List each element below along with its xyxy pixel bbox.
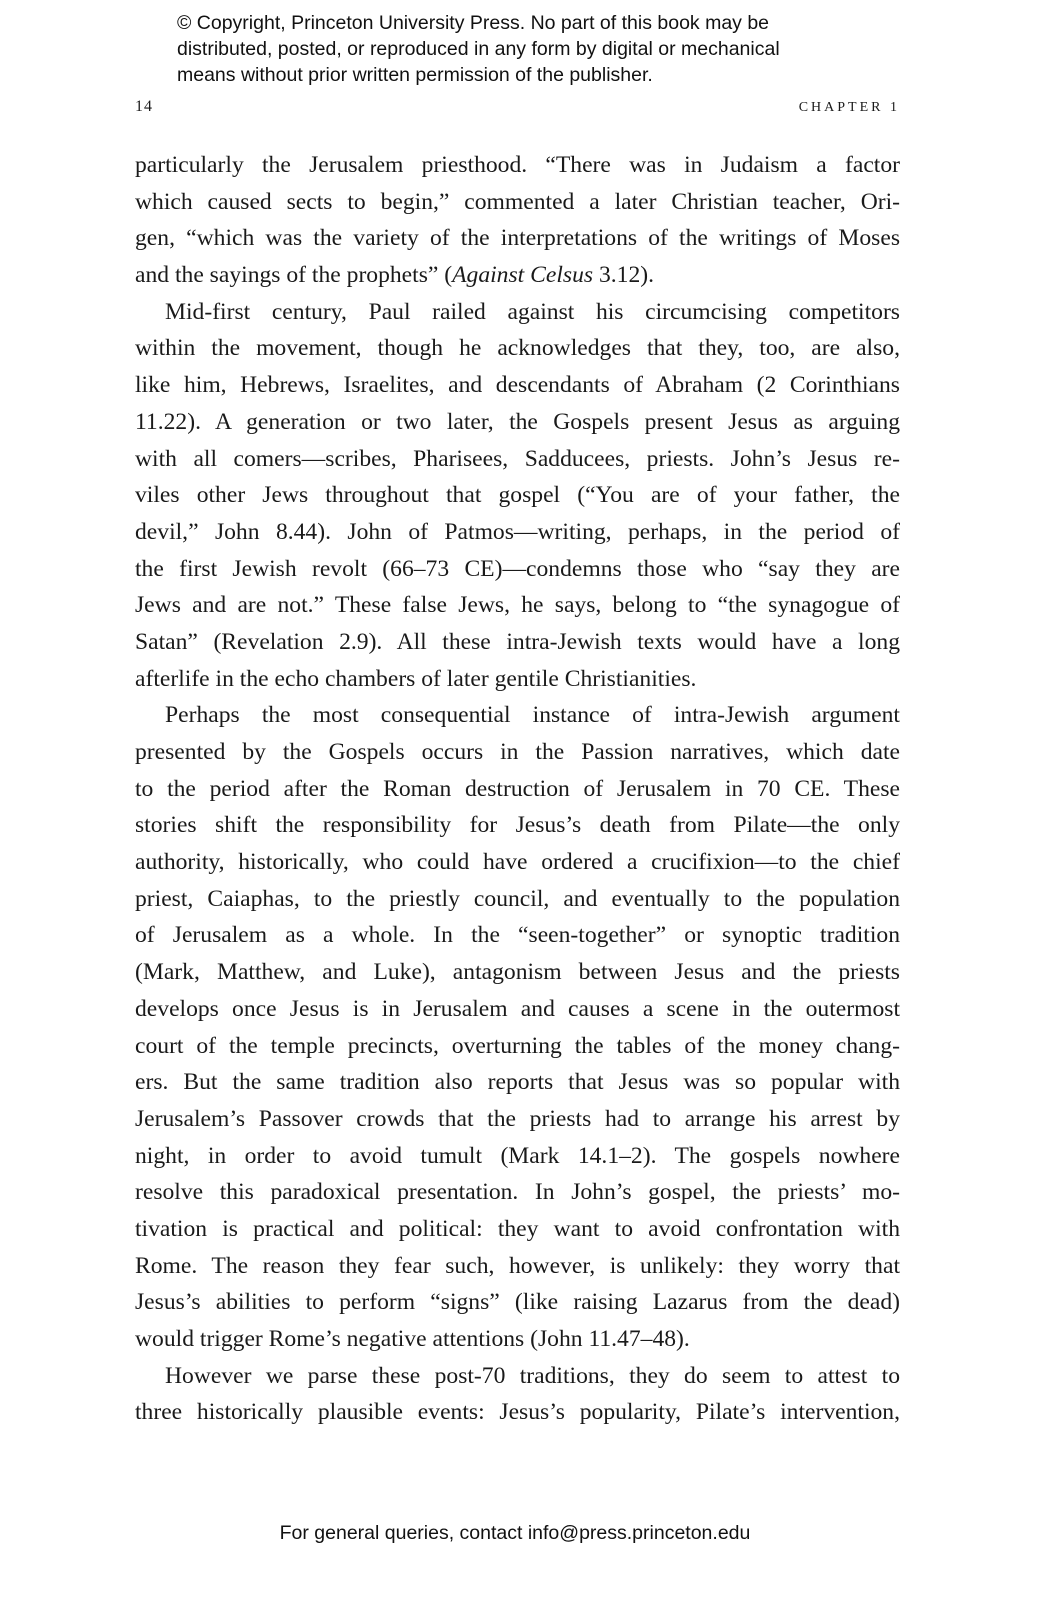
text-line: Jesus’s abilities to perform “signs” (like raising Lazarus from the dead) xyxy=(135,1289,900,1316)
text-line: Jews and are not.” These false Jews, he says, belong to “the synagogue of xyxy=(135,592,900,619)
text-line: Mid-first century, Paul railed against his circumcising competitors xyxy=(165,298,900,325)
text-segment: and the sayings of the prophets” ( xyxy=(135,262,453,289)
footer-contact: For general queries, contact info@press.princeton.edu xyxy=(279,1522,751,1544)
chapter-label: CHAPTER 1 xyxy=(798,100,900,115)
text-line: the first Jewish revolt (66–73 CE)—condemns those who “say they are xyxy=(135,555,900,582)
text-line: Satan” (Revelation 2.9). All these intra-Jewish texts would have a long xyxy=(135,628,900,655)
copyright-line: distributed, posted, or reproduced in any form by digital or mechanical xyxy=(177,38,780,60)
text-line: authority, historically, who could have ordered a crucifixion—to the chief xyxy=(135,849,900,876)
text-line: of Jerusalem as a whole. In the “seen-together” or synoptic tradition xyxy=(135,922,900,949)
text-line xyxy=(135,257,900,294)
text-line: priest, Caiaphas, to the priestly council, and eventually to the population xyxy=(135,885,900,912)
text-line: particularly the Jerusalem priesthood. “There was in Judaism a factor xyxy=(135,152,900,178)
text-line: Jerusalem’s Passover crowds that the priests had to arrange his arrest by xyxy=(135,1105,900,1132)
italic-title: Against Celsus xyxy=(452,262,594,289)
paragraph xyxy=(135,147,900,294)
text-line: ers. But the same tradition also reports that Jesus was so popular with xyxy=(135,1069,900,1096)
text-line: presented by the Gospels occurs in the Passion narratives, which date xyxy=(135,739,900,765)
paragraph xyxy=(135,697,900,1357)
text-line: develops once Jesus is in Jerusalem and causes a scene in the outermost xyxy=(135,995,900,1022)
text-line: viles other Jews throughout that gospel (“You are of your father, the xyxy=(135,482,900,509)
paragraph xyxy=(135,294,900,698)
text-line: to the period after the Roman destruction of Jerusalem in 70 CE. These xyxy=(135,775,900,802)
text-line: However we parse these post-70 traditions, they do seem to attest to xyxy=(165,1362,900,1389)
paragraph xyxy=(135,1358,900,1431)
text-line: 11.22). A generation or two later, the Gospels present Jesus as arguing xyxy=(135,408,900,435)
copyright-line: means without prior written permission of the publisher. xyxy=(177,64,653,86)
text-line: devil,” John 8.44). John of Patmos—writing, perhaps, in the period of xyxy=(135,518,900,545)
text-line: court of the temple precincts, overturning the tables of the money chang- xyxy=(135,1032,900,1059)
running-head xyxy=(135,98,900,122)
text-line: afterlife in the echo chambers of later gentile Christianities. xyxy=(135,665,697,692)
text-line: night, in order to avoid tumult (Mark 14.1–2). The gospels nowhere xyxy=(135,1142,900,1169)
text-line: which caused sects to begin,” commented a later Christian teacher, Ori- xyxy=(135,188,900,215)
text-line: Perhaps the most consequential instance of intra-Jewish argument xyxy=(165,702,900,729)
text-line: Rome. The reason they fear such, however, is unlikely: they worry that xyxy=(135,1252,900,1279)
text-line: stories shift the responsibility for Jesus’s death from Pilate—the only xyxy=(135,812,900,839)
copyright-line: © Copyright, Princeton University Press. No part of this book may be xyxy=(177,12,770,34)
text-line: resolve this paradoxical presentation. In John’s gospel, the priests’ mo- xyxy=(135,1179,900,1206)
text-line: would trigger Rome’s negative attentions (John 11.47–48). xyxy=(135,1326,690,1352)
copyright-notice xyxy=(177,10,897,88)
text-segment: 3.12). xyxy=(593,262,654,289)
body-text xyxy=(135,147,900,1431)
text-line: with all comers—scribes, Pharisees, Sadducees, priests. John’s Jesus re- xyxy=(135,445,900,472)
text-line: (Mark, Matthew, and Luke), antagonism between Jesus and the priests xyxy=(135,959,900,986)
text-line: gen, “which was the variety of the interpretations of the writings of Moses xyxy=(135,225,900,252)
text-line: within the movement, though he acknowledges that they, too, are also, xyxy=(135,335,900,362)
text-line: like him, Hebrews, Israelites, and descendants of Abraham (2 Corinthians xyxy=(135,372,900,399)
text-line: tivation is practical and political: they want to avoid confrontation with xyxy=(135,1215,900,1242)
text-line: three historically plausible events: Jesus’s popularity, Pilate’s intervention, xyxy=(135,1399,900,1426)
page-number: 14 xyxy=(135,98,153,115)
